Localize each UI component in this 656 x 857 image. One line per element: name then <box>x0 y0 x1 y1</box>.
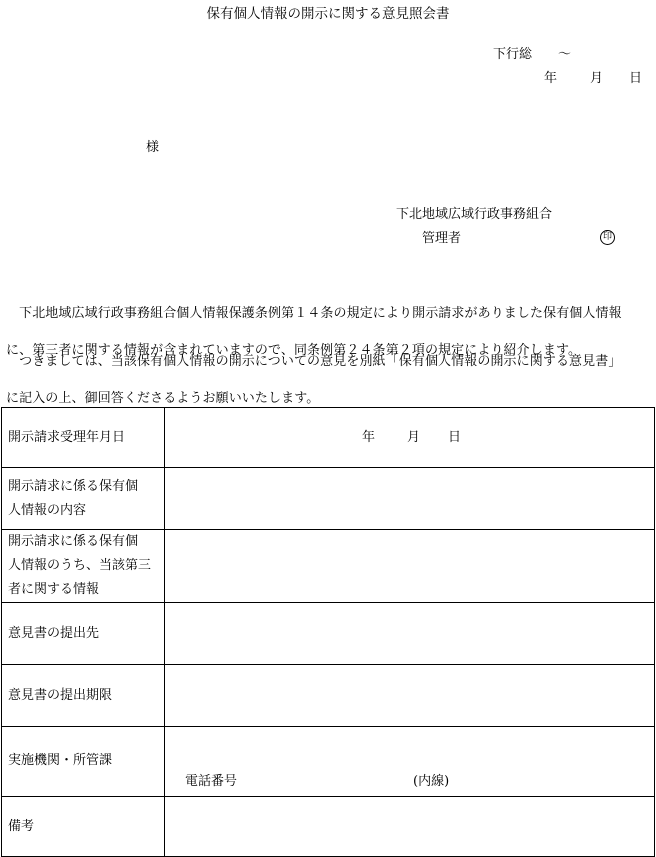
label-line: 人情報の内容 <box>8 502 87 518</box>
table-row <box>2 603 655 665</box>
table-row <box>2 408 655 468</box>
body-line: つきましては、当該保有個人情報の開示についての意見を別紙「保有個人情報の開示に関する意見書」 <box>6 354 622 369</box>
table-row <box>2 665 655 727</box>
implementing-agency-label: 実施機関・所管課 <box>2 727 165 797</box>
submission-destination-label: 意見書の提出先 <box>2 603 165 665</box>
receipt-year: 年 <box>362 430 376 445</box>
sender-organization: 下北地域広域行政事務組合 <box>396 207 553 222</box>
body-line: に、第三者に関する情報が含まれていますので、同条例第２４条第２項の規定により紹介します。 <box>6 343 582 358</box>
table-row <box>2 530 655 603</box>
issue-date-year: 年 <box>544 71 558 86</box>
implementing-agency-field[interactable] <box>165 727 655 797</box>
third-party-info-field[interactable] <box>165 530 655 603</box>
requested-info-label <box>2 468 165 530</box>
receipt-month: 月 <box>407 430 421 445</box>
receipt-date-field[interactable] <box>165 408 655 468</box>
issue-date-day: 日 <box>629 71 643 86</box>
label-line: 人情報のうち、当該第三 <box>8 558 152 573</box>
table-row <box>2 468 655 530</box>
body-line: 下北地域広域行政事務組合個人情報保護条例第１４条の規定により開示請求がありました保有個人情報 <box>6 306 622 321</box>
seal-text: 印 <box>600 230 615 245</box>
body-line: に記入の上、御回答くださるようお願いいたします。 <box>6 391 320 406</box>
document-number: 下行総 ～ <box>493 47 572 62</box>
extension-label: (内線) <box>413 774 450 789</box>
remarks-label: 備考 <box>2 797 165 857</box>
third-party-info-label <box>2 530 165 603</box>
seal-mark-icon <box>600 228 615 245</box>
requested-info-field[interactable] <box>165 468 655 530</box>
document-title: 保有個人情報の開示に関する意見照会書 <box>206 6 450 22</box>
label-line: 開示請求に係る保有個 <box>8 534 139 549</box>
remarks-field[interactable] <box>165 797 655 857</box>
phone-number-label: 電話番号 <box>185 774 238 789</box>
table-row <box>2 797 655 857</box>
receipt-date-label: 開示請求受理年月日 <box>2 408 165 468</box>
addressee-suffix: 様 <box>146 140 160 155</box>
table-row <box>2 727 655 797</box>
submission-deadline-label: 意見書の提出期限 <box>2 665 165 727</box>
receipt-day: 日 <box>448 430 462 445</box>
label-line: 者に関する情報 <box>8 582 100 597</box>
inquiry-table <box>1 407 655 857</box>
label-line: 開示請求に係る保有個 <box>8 478 139 494</box>
submission-destination-field[interactable] <box>165 603 655 665</box>
submission-deadline-field[interactable] <box>165 665 655 727</box>
sender-role: 管理者 <box>422 231 462 246</box>
issue-date-month: 月 <box>590 71 604 86</box>
